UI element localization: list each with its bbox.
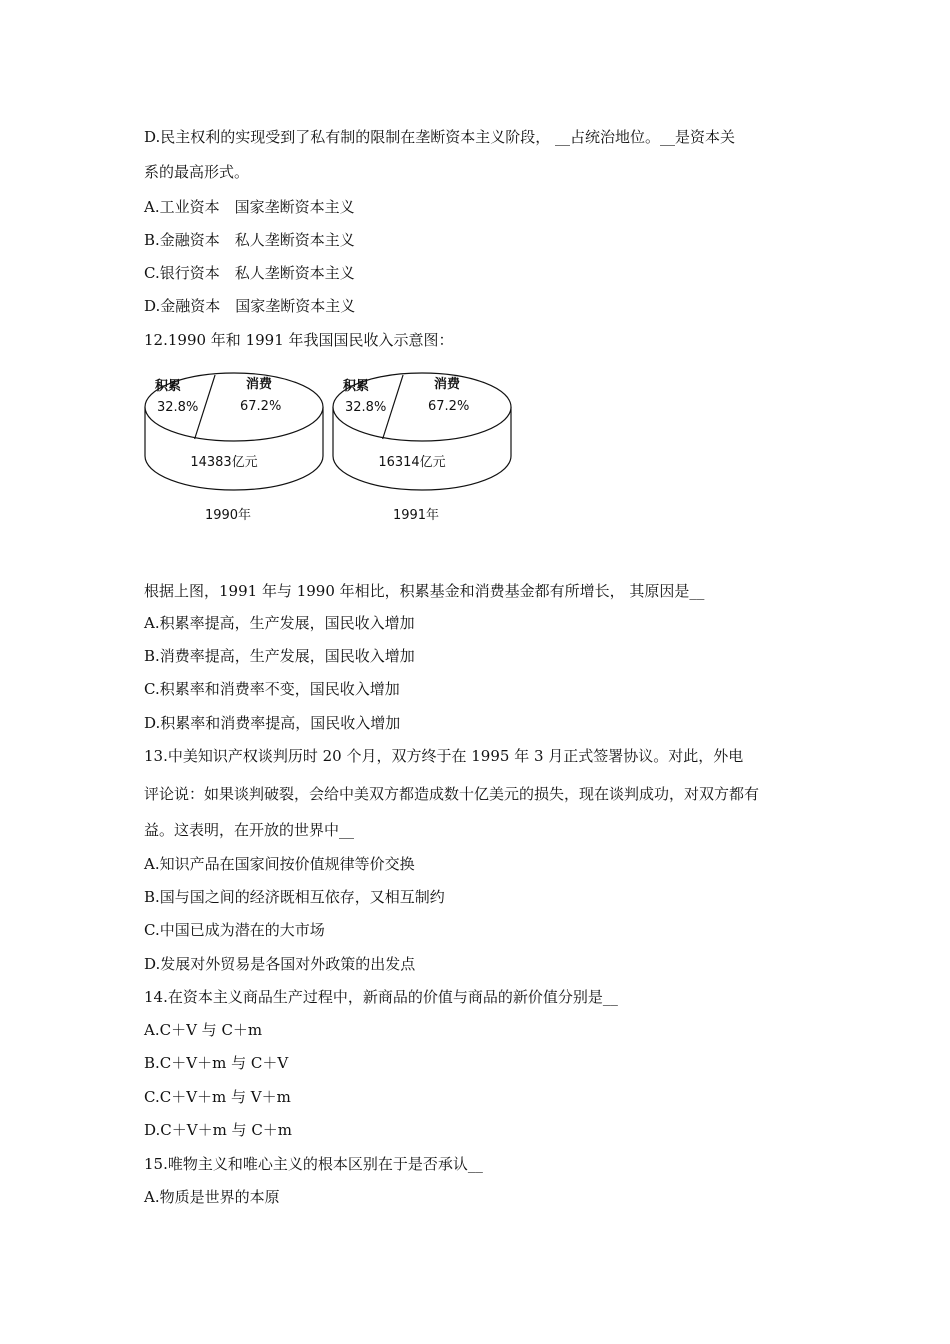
total-label-1991: 16314亿元 [378,455,446,470]
option-a: A.积累率提高，生产发展，国民收入增加 [144,614,415,632]
question-13-stem-cont: 益。这表明，在开放的世界中__ [144,821,355,839]
option-c: C.C＋V＋m 与 V＋m [144,1088,291,1106]
question-14-stem: 14.在资本主义商品生产过程中，新商品的价值与商品的新价值分别是__ [144,988,618,1006]
option-a: A.知识产品在国家间按价值规律等价交换 [144,855,415,873]
question-12-prompt: 根据上图，1991 年与 1990 年相比，积累基金和消费基金都有所增长， 其原因是__ [144,582,705,600]
slice-pct-consumption-1991: 67.2% [428,399,470,414]
option-a: A.C＋V 与 C＋m [144,1021,263,1039]
slice-label-consumption-1991: 消费 [434,377,461,392]
option-d: D.积累率和消费率提高，国民收入增加 [144,714,401,732]
year-label-1990: 1990年 [204,508,252,523]
total-label-1990: 14383亿元 [190,455,258,470]
option-b: B.国与国之间的经济既相互依存，又相互制约 [144,888,445,906]
year-label-1991: 1991年 [392,508,440,523]
question-13-stem-cont: 评论说：如果谈判破裂，会给中美双方都造成数十亿美元的损失，现在谈判成功，对双方都有 [144,785,760,803]
cylinder-1990 [145,373,323,523]
option-a: A.物质是世界的本原 [144,1188,280,1206]
option-b: B.C＋V＋m 与 C＋V [144,1054,289,1072]
slice-pct-accumulation-1990: 32.8% [157,400,199,415]
option-b: B.金融资本 私人垄断资本主义 [144,231,355,249]
question-11-option-d-text-cont: 系的最高形式。 [144,163,250,181]
question-12-stem: 12.1990 年和 1991 年我国国民收入示意图： [144,331,454,349]
option-c: C.积累率和消费率不变，国民收入增加 [144,680,400,698]
question-11-option-d-text: D.民主权利的实现受到了私有制的限制在垄断资本主义阶段， __占统治地位。__是资本关 [144,128,736,146]
slice-label-accumulation-1991: 积累 [343,379,370,394]
question-13-stem: 13.中美知识产权谈判历时 20 个月，双方终于在 1995 年 3 月正式签署协议。对此，外电 [144,747,744,765]
option-d: D.发展对外贸易是各国对外政策的出发点 [144,955,416,973]
national-income-figure [138,362,528,532]
option-c: C.中国已成为潜在的大市场 [144,921,325,939]
option-a: A.工业资本 国家垄断资本主义 [144,198,355,216]
question-15-stem: 15.唯物主义和唯心主义的根本区别在于是否承认__ [144,1155,483,1173]
option-d: D.金融资本 国家垄断资本主义 [144,297,356,315]
option-c: C.银行资本 私人垄断资本主义 [144,264,355,282]
option-b: B.消费率提高，生产发展，国民收入增加 [144,647,415,665]
cylinder-pie-diagram [138,362,528,532]
slice-pct-accumulation-1991: 32.8% [345,400,387,415]
slice-pct-consumption-1990: 67.2% [240,399,282,414]
option-d: D.C＋V＋m 与 C＋m [144,1121,293,1139]
slice-label-accumulation-1990: 积累 [155,379,182,394]
slice-label-consumption-1990: 消费 [246,377,273,392]
cylinder-1991 [333,373,511,523]
